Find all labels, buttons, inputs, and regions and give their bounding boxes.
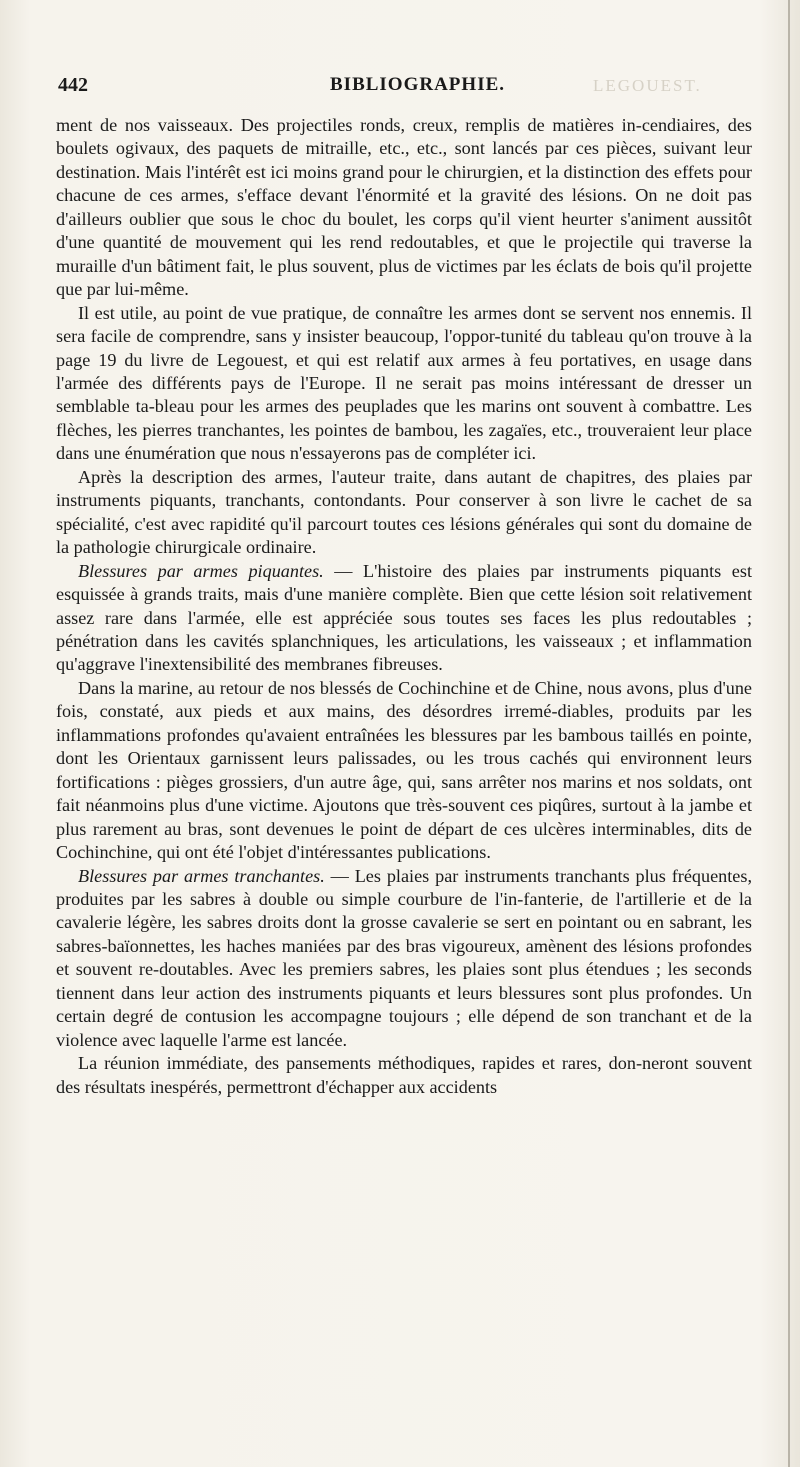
body-text [56, 114, 752, 1099]
paragraph-6: Blessures par armes tranchantes. — Les plaies par instruments tranchants plus fréquentes, produites par les sabres à double ou simple courbure de l'in-fanterie, de l'artillerie et de la cavalerie légère, les sabres droits dont la grosse cavalerie se sert en pointant ou en sabrant, les sabres-baïonnettes, les haches maniées par des bras vigoureux, amènent des lésions profondes et souvent re-doutables. Avec les premiers sabres, les plaies sont plus étendues ; les seconds tiennent dans leur action des instruments piquants et leurs blessures sont plus profondes. Un certain degré de contusion les accompagne toujours ; elle dépend de son tranchant et de la violence avec laquelle l'arme est lancée. [56, 865, 753, 1050]
paragraph-2: Il est utile, au point de vue pratique, de connaître les armes dont se servent nos ennemis. Il sera facile de comprendre, sans y insister beaucoup, l'oppor-tunité du tableau qu'on trouve à la page 19 du livre de Legouest, et qui est relatif aux armes à feu portatives, en usage dans l'armée des différents pays de l'Europe. Il ne serait pas moins intéressant de dresser un semblable ta-bleau pour les armes des peuplades que les marins ont souvent à combattre. Les flèches, les pierres tranchantes, les pointes de bambou, les zagaïes, etc., trouveraient leur place dans une énumération que nous n'essayerons pas de compléter ici. [56, 302, 752, 464]
page-edge-line [788, 0, 790, 1467]
paragraph-1: ment de nos vaisseaux. Des projectiles ronds, creux, remplis de matières in-cendiaires, des boulets ogivaux, des paquets de mitraille, etc., etc., sont lancés par ces pièces, suivant leur destination. Mais l'intérêt est ici moins grand pour le chirurgien, et la distinction des effets pour chacune de ces armes, s'efface devant l'énormité et la gravité des lésions. On ne doit pas d'ailleurs oublier que sous le choc du boulet, les corps qu'il vient heurter s'animent aussitôt d'une quantité de mouvement qui les rend redoutables, et que le projectile qui traverse la muraille d'un bâtiment fait, le plus souvent, plus de victimes par les éclats de bois qu'il projette que par lui-même. [56, 115, 752, 300]
show-through-text: LEGOUEST. [593, 76, 702, 95]
running-head [58, 74, 758, 104]
paragraph-7: La réunion immédiate, des pansements méthodiques, rapides et rares, don-neront souvent des résultats inespérés, permettront d'échapper aux accidents [56, 1053, 752, 1097]
paragraph-5: Dans la marine, au retour de nos blessés de Cochinchine et de Chine, nous avons, plus d'une fois, constaté, aux pieds et aux mains, des désordres irremé-diables, produits par les inflammations profondes qu'avaient entraînées les blessures par les bambous taillés en pointe, dont les Orientaux garnissent leurs palissades, ou les trous cachés qui environnent leurs fortifications : pièges grossiers, d'un autre âge, qui, sans arrêter nos marins et nos soldats, ont fait néanmoins plus d'une victime. Ajoutons que très-souvent ces piqûres, surtout à la jambe et plus rarement au bras, sont devenues le point de départ de ces ulcères interminables, dits de Cochinchine, qui ont été l'objet d'intéressantes publications. [56, 677, 752, 863]
section-heading-tranchantes: Blessures par armes tranchantes. [78, 865, 325, 886]
running-title: BIBLIOGRAPHIE. [330, 74, 506, 95]
page-number: 442 [58, 74, 88, 96]
paragraph-3: Après la description des armes, l'auteur traite, dans autant de chapitres, des plaies par instruments piquants, tranchants, contondants. Pour conserver à son livre le cachet de sa spécialité, c'est avec rapidité qu'il parcourt toutes ces lésions générales qui sont du domaine de la pathologie chirurgicale ordinaire. [56, 466, 752, 558]
paragraph-4: Blessures par armes piquantes. — L'histoire des plaies par instruments piquants est esquissée à grands traits, mais d'une manière complète. Bien que cette lésion soit relativement assez rare dans l'armée, elle est appréciée sous toutes ses faces les plus redoutables ; pénétration dans les cavités splanchniques, les articulations, les vaisseaux ; et inflammation qu'aggrave l'inextensibilité des membranes fibreuses. [56, 560, 752, 675]
section-heading-piquantes: Blessures par armes piquantes. [78, 560, 324, 581]
